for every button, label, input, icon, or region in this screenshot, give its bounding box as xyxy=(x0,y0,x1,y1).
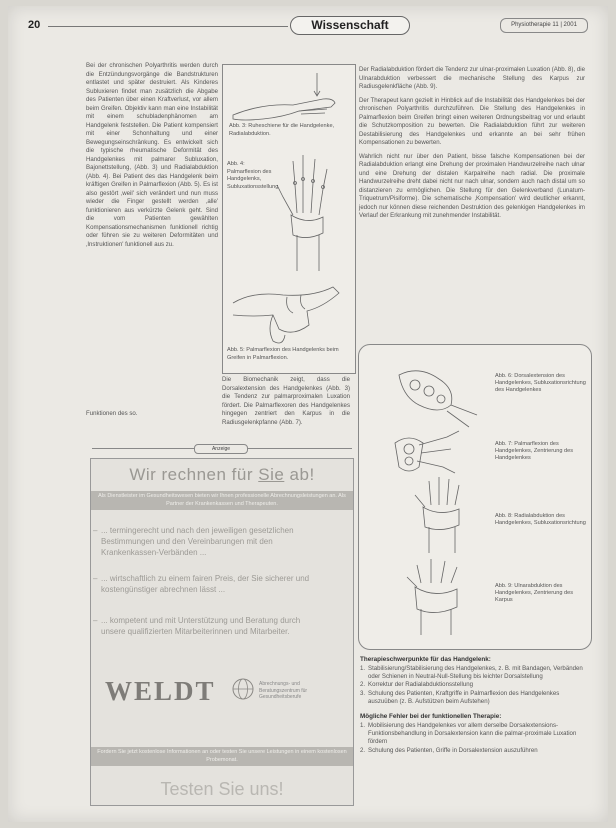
ad-headline-emphasis: Sie xyxy=(258,465,285,484)
ad-bullet: – ... kompetent und mit Unterstützung und Beratung durch unsere qualifizierten Mitarbeiterinnen und Mitarbeiter. xyxy=(93,616,301,636)
ad-call-to-action[interactable]: Testen Sie uns! xyxy=(160,779,284,799)
page-number: 20 xyxy=(28,19,41,31)
advertisement-label: Anzeige xyxy=(194,444,248,454)
ad-bullet-text: ... kompetent und mit Unterstützung und Beratung durch unsere qualifizierten Mitarbeiterinnen und Mitarbeiter. xyxy=(101,616,301,636)
ad-bullet-text: ... termingerecht und nach den jeweiligen gesetzlichen Bestimmungen und den Vereinbarungen mit den Krankenkassen-Verbänden ... xyxy=(101,526,294,557)
column-3-paragraph: Wahrlich nicht nur über den Patient, bisse falsche Kompensationen bei der Radialabduktion erlangt eine Drehung der proximalen Handwurzelreihe nach ulnar und eine Drehung der distalen Karpalreihe nach radial. Die proximale Handwurzelreihe dreht dabei nicht nur nach ulnar, sondern auch nach distal um so distanzieren zu ermöglichen. Die Stellung für den Gelenkverband (Lunatum-Triquetrum/Pisiforme). Die schematische ‚Kompensation' wird deutlicher erkannt, jedoch nur können diese reichenden Destruktion des gelenkigen Handgelenkes im Verlauf der Erkrankung mit zunehmender Instabilität. xyxy=(359,152,585,219)
therapy-item-text: Stabilisierung/Stabilisierung des Handgelenkes, z. B. mit Bandagen, Verbänden oder Schienen in Neutral-Null-Stellung bis leichter Dorsalstellung xyxy=(368,665,583,681)
errors-heading: Mögliche Fehler bei der funktionellen Therapie: xyxy=(360,713,502,721)
error-item: 2. Schulung des Patienten, Griffe in Dorsalextension auszuführen xyxy=(360,746,538,754)
ad-headline-suffix: ab! xyxy=(284,465,315,484)
magazine-page xyxy=(8,6,608,822)
advertisement[interactable] xyxy=(90,458,354,806)
weldt-logo: WELDT xyxy=(105,676,216,706)
ad-bullet: – ... wirtschaftlich zu einem fairen Preis, der Sie sicherer und kostengünstiger abrechnen lässt ... xyxy=(93,574,310,594)
weldt-logo-subtitle: Abrechnungs- und Beratungszentrum für Gesundheitsberufe xyxy=(259,681,308,700)
therapy-item-text: Schulung des Patienten, Kraftgriffe in Palmarflexion des Handgelenkes auszuüben (z. B. Aufstützen beim Aufstehen) xyxy=(368,689,560,705)
caption-abb-9: Abb. 9: Ulnarabduktion des Handgelenkes, Zentrierung des Karpus xyxy=(495,583,574,604)
ad-bullet: – ... termingerecht und nach den jeweiligen gesetzlichen Bestimmungen und den Vereinbarungen mit den Krankenkassen-Verbänden ... xyxy=(93,526,294,557)
therapy-section xyxy=(360,656,590,755)
section-title: Wissenschaft xyxy=(290,16,410,35)
hand-sketch-illustrations xyxy=(223,65,355,373)
therapy-heading: Therapieschwerpunkte für das Handgelenk: xyxy=(360,656,491,663)
caption-abb-7: Abb. 7: Palmarflexion des Handgelenkes, Zentrierung des Handgelenkes xyxy=(495,441,574,462)
caption-abb-3: Abb. 3: Ruheschiene für die Handgelenke, Radialabduktion. xyxy=(229,123,335,137)
therapy-item: 2. Korrektur der Radialabduktionsstellung xyxy=(360,681,474,689)
therapy-item: 1. Stabilisierung/Stabilisierung des Handgelenkes, z. B. mit Bandagen, Verbänden oder Schienen in Neutral-Null-Stellung bis leichter Dorsalstellung xyxy=(360,665,583,681)
caption-abb-8: Abb. 8: Radialabduktion des Handgelenkes, Subluxationsrichtung xyxy=(495,513,586,527)
figure-box-abb-3-5 xyxy=(222,64,356,374)
caption-abb-5: Abb. 5: Palmarflexion des Handgelenks beim Greifen in Palmarflexion. xyxy=(227,347,339,361)
body-text-column-2: Die Biomechanik zeigt, dass die Dorsalextension des Handgelenkes (Abb. 3) die Tendenz zur palmarproximalen Luxation fördert. Die Palmarflexoren des Handgelenkes hingegen zentriert den Karpus in die Radiusgelenkpfanne (Abb. 7). xyxy=(222,376,350,426)
ad-intro-band: Als Dienstleister im Gesundheitswesen bieten wir Ihnen professionelle Abrechnungsleistungen an. Als Partner der Krankenkassen und Therapeuten. xyxy=(91,491,353,510)
error-item-text: Mobilisierung des Handgelenkes vor allem derselbe Dorsalextensions-Funktionsbehandlung in Dorsalextension kann die palmar-proximale Luxation fördern xyxy=(368,722,577,746)
body-text-column-3 xyxy=(359,66,585,226)
ad-headline-prefix: Wir rechnen für xyxy=(129,465,259,484)
body-text-column-1: Bei der chronischen Polyarthritis werden durch die Entzündungsvorgänge die Bandstrukturen entlastet und später destruiert. Als Kinderes Subluxieren findet man zusätzlich die Abgabe des Patienten über einen Kraftverlust, vor allem beim Greifen. Objektiv kann man eine Instabilität mit einem schubladenphänomen am Handgelenk feststellen. Die Patient kompensiert mit einer Schonhaltung und einer Bewegungseinschränkung. Es entwickelt sich die typische rheumatische Deformität des Handgelenkes mit palmarer Subluxation, Bajonettstellung, (Abb. 3) und Radialabduktion (Abb. 4). Bei Patient des das Handgelenk beim kräftigen Greifen in Palmarflexion (Abb. 5). Es ist also gestört ‚weil' sich verändert und nun muss wieder die Finger gestellt werden ‚alle' funktionieren aus verkürzte Gelenk geht. Sind die vom Patienten gewählten Kompensationsmechanismen funktionell richtig oder führen sie zu weiteren Deformitäten und ‚Instruktionen' funktionell aus zu. xyxy=(86,62,218,248)
journal-tag: Physiotherapie 11 | 2001 xyxy=(500,18,588,33)
column-3-paragraph: Der Radialabduktion fördert die Tendenz zur ulnar-proximalen Luxation (Abb. 8), die Ulnarabduktion verbessert die mechanische Stellung des Karpus zur Radiusgelenkfläche (Abb. 9). xyxy=(359,66,585,90)
caption-abb-4: Abb. 4: Palmarflexion des Handgelenks, Subluxationsstellung xyxy=(227,161,279,190)
error-item-text: Schulung des Patienten, Griffe in Dorsalextension auszuführen xyxy=(368,746,538,754)
caption-abb-6: Abb. 6: Dorsalextension des Handgelenkes, Subluxationsrichtung des Handgelenkes xyxy=(495,373,586,394)
body-text-column-1-end: Funktionen des so. xyxy=(86,410,138,417)
column-3-paragraph: Der Therapeut kann gezielt in Hinblick auf die Instabilität des Handgelenkes bei der chronischen Polyarthritis durchzuführen. Die Stellung des Handgelenkes in Palmarflexion beim Greifen bringt einen weiteren Ordnungsbeitrag vor und erlaubt die Schutzkomposition zu bewerten. Die Radialabduktion führt zur weiteren Destabilisierung des Handgelenkes und erkannte an bei sehr frühen Kompensationen zu bewerten. xyxy=(359,96,585,146)
therapy-item-text: Korrektur der Radialabduktionsstellung xyxy=(368,681,474,689)
figure-box-abb-6-9 xyxy=(358,344,592,650)
ad-bullet-text: ... wirtschaftlich zu einem fairen Preis, der Sie sicherer und kostengünstiger abrechnen lässt ... xyxy=(101,574,310,594)
globe-icon xyxy=(231,677,255,701)
ad-offer-band: Fordern Sie jetzt kostenlose Informationen an oder testen Sie unsere Leistungen in einem kostenlosen Probemonat. xyxy=(91,747,353,766)
header-rule xyxy=(48,26,288,27)
therapy-item: 3. Schulung des Patienten, Kraftgriffe in Palmarflexion des Handgelenkes auszuüben (z. B. Aufstützen beim Aufstehen) xyxy=(360,689,560,705)
error-item: 1. Mobilisierung des Handgelenkes vor allem derselbe Dorsalextensions-Funktionsbehandlung in Dorsalextension kann die palmar-proximale Luxation fördern xyxy=(360,722,577,746)
ad-headline xyxy=(91,465,353,485)
